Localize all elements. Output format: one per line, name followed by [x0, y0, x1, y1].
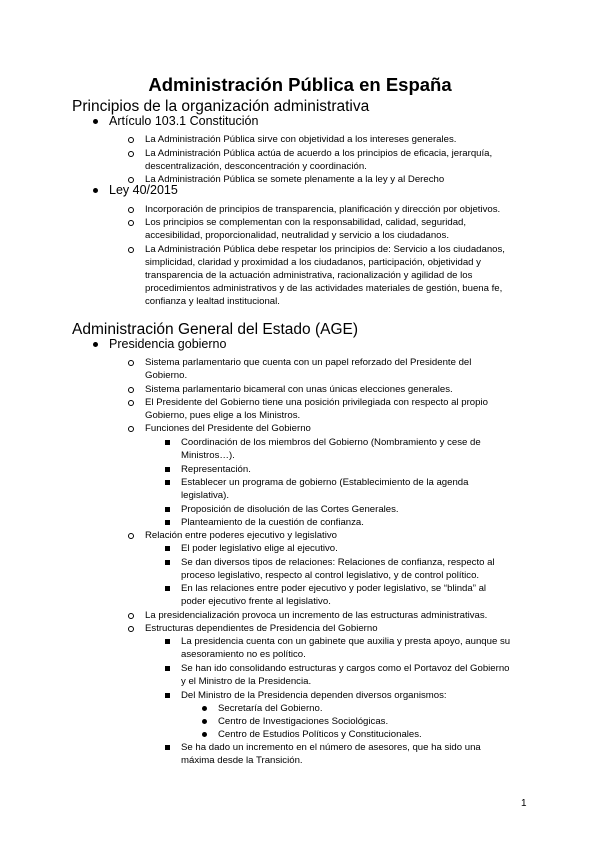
list-item-text: asesoramiento no es político.	[181, 649, 306, 660]
bullet-circle-icon	[128, 207, 134, 213]
bullet-square-icon	[165, 745, 170, 750]
list-item-text: procedimientos administrativos y de las actividades materiales de gestión, buena fe,	[145, 283, 503, 294]
bullet-circle-icon	[128, 220, 134, 226]
list-item-text: La presidencia cuenta con un gabinete que auxilia y presta apoyo, aunque su	[181, 636, 511, 647]
page-number: 1	[521, 798, 527, 809]
bullet-dot-icon	[202, 706, 207, 711]
bullet-circle-icon	[128, 613, 134, 619]
list-item-text: El poder legislativo elige al ejecutivo.	[181, 543, 338, 554]
bullet-square-icon	[165, 586, 170, 591]
list-item-text: Los principios se complementan con la responsabilidad, calidad, seguridad,	[145, 217, 467, 228]
list-item-text: Incorporación de principios de transparencia, planificación y dirección por objetivos.	[145, 204, 501, 215]
list-item-text: y el Ministro de la Presidencia.	[181, 676, 312, 687]
list-item-text: Del Ministro de la Presidencia dependen diversos organismos:	[181, 690, 447, 701]
list-item-text: La Administración Pública actúa de acuerdo a los principios de eficacia, jerarquía,	[145, 148, 493, 159]
bullet-dot-icon	[93, 188, 98, 193]
list-item-text: Se ha dado un incremento en el número de asesores, que ha sido una	[181, 742, 481, 753]
bullet-circle-icon	[128, 360, 134, 366]
bullet-square-icon	[165, 560, 170, 565]
list-item-text: simplicidad, claridad y proximidad a los ciudadanos, participación, objetividad y	[145, 257, 481, 268]
list-item-text: Estructuras dependientes de Presidencia del Gobierno	[145, 623, 378, 634]
list-item-text: Se han ido consolidando estructuras y cargos como el Portavoz del Gobierno	[181, 663, 510, 674]
list-item-text: Establecer un programa de gobierno (Establecimiento de la agenda	[181, 477, 469, 488]
list-item-text: Gobierno.	[145, 370, 188, 381]
bullet-circle-icon	[128, 533, 134, 539]
bullet-square-icon	[165, 520, 170, 525]
bullet-square-icon	[165, 480, 170, 485]
bullet-dot-icon	[202, 732, 207, 737]
bullet-square-icon	[165, 467, 170, 472]
list-item-text: Planteamiento de la cuestión de confianza.	[181, 517, 364, 528]
bullet-circle-icon	[128, 387, 134, 393]
bullet-square-icon	[165, 666, 170, 671]
list-item-text: La Administración Pública se somete plenamente a la ley y al Derecho	[145, 174, 445, 185]
list-item-text: Coordinación de los miembros del Gobierno (Nombramiento y cese de	[181, 437, 481, 448]
bullet-dot-icon	[202, 719, 207, 724]
list-item-label: Ley 40/2015	[109, 183, 178, 197]
list-item-text: Centro de Investigaciones Sociológicas.	[218, 716, 389, 727]
list-item-text: confianza y lealtad institucional.	[145, 296, 280, 307]
bullet-circle-icon	[128, 151, 134, 157]
bullet-square-icon	[165, 440, 170, 445]
list-item-text: máxima desde la Transición.	[181, 755, 303, 766]
list-item-text: Proposición de disolución de las Cortes Generales.	[181, 504, 399, 515]
list-item-text: proceso legislativo, respecto al control legislativo, y de control político.	[181, 570, 480, 581]
bullet-square-icon	[165, 507, 170, 512]
page-title: Administración Pública en España	[148, 74, 452, 95]
list-item-text: Representación.	[181, 464, 251, 475]
list-item-text: descentralización, desconcentración y coordinación.	[145, 161, 367, 172]
bullet-circle-icon	[128, 626, 134, 632]
list-item-text: Centro de Estudios Políticos y Constitucionales.	[218, 729, 422, 740]
bullet-square-icon	[165, 693, 170, 698]
bullet-circle-icon	[128, 247, 134, 253]
list-item-text: transparencia de la actuación administrativa, racionalización y agilidad de los	[145, 270, 473, 281]
list-item-text: accesibilidad, proporcionalidad, neutralidad y servicio a los ciudadanos.	[145, 230, 449, 241]
bullet-circle-icon	[128, 426, 134, 432]
list-item-text: Funciones del Presidente del Gobierno	[145, 423, 311, 434]
section-heading: Principios de la organización administrativa	[72, 98, 370, 115]
list-item-label: Presidencia gobierno	[109, 337, 227, 351]
list-item-text: Gobierno, pues elige a los Ministros.	[145, 410, 301, 421]
list-item-text: La Administración Pública debe respetar los principios de: Servicio a los ciudadanos,	[145, 244, 505, 255]
section-heading: Administración General del Estado (AGE)	[72, 321, 359, 338]
list-item-text: poder ejecutivo frente al legislativo.	[181, 596, 331, 607]
bullet-circle-icon	[128, 400, 134, 406]
list-item-text: Relación entre poderes ejecutivo y legislativo	[145, 530, 337, 541]
list-item-text: La presidencialización provoca un incremento de las estructuras administrativas.	[145, 610, 488, 621]
bullet-square-icon	[165, 639, 170, 644]
list-item-text: Sistema parlamentario que cuenta con un papel reforzado del Presidente del	[145, 357, 472, 368]
list-item-text: La Administración Pública sirve con objetividad a los intereses generales.	[145, 134, 457, 145]
list-item-text: En las relaciones entre poder ejecutivo y poder legislativo, se “blinda” al	[181, 583, 487, 594]
list-item-text: legislativa).	[181, 490, 229, 501]
list-item-text: Ministros…).	[181, 450, 235, 461]
bullet-square-icon	[165, 546, 170, 551]
list-item-text: El Presidente del Gobierno tiene una posición privilegiada con respecto al propio	[145, 397, 488, 408]
bullet-dot-icon	[93, 342, 98, 347]
bullet-dot-icon	[93, 119, 98, 124]
list-item-text: Se dan diversos tipos de relaciones: Relaciones de confianza, respecto al	[181, 557, 495, 568]
list-item-text: Secretaría del Gobierno.	[218, 703, 323, 714]
list-item-text: Sistema parlamentario bicameral con unas únicas elecciones generales.	[145, 384, 453, 395]
list-item-label: Artículo 103.1 Constitución	[109, 114, 259, 128]
bullet-circle-icon	[128, 137, 134, 143]
